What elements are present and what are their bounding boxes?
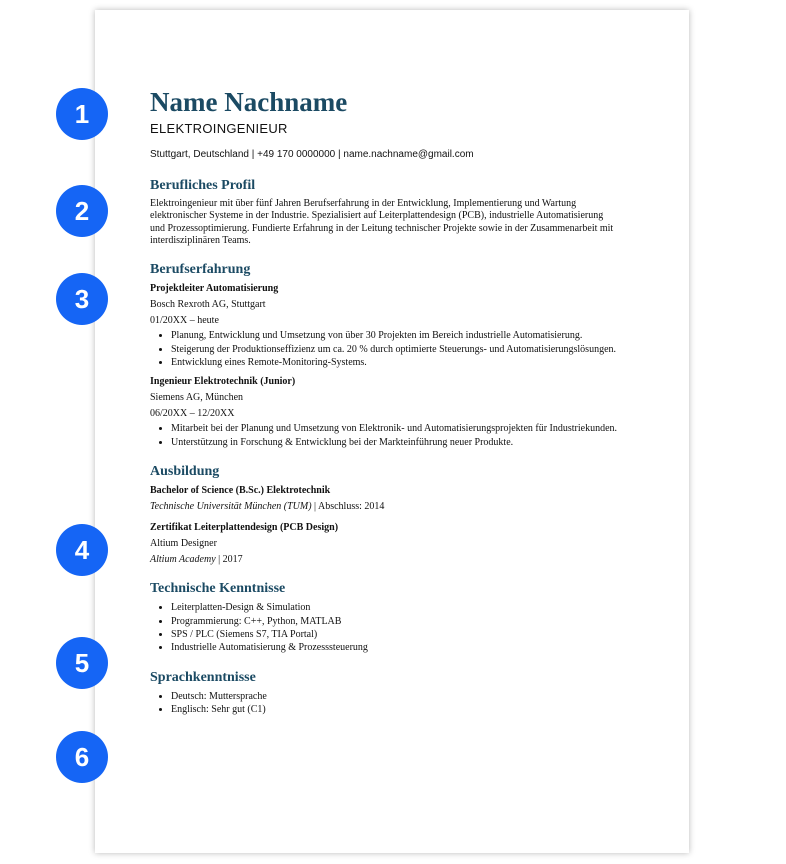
job-bullets [150,423,620,449]
job-title: Ingenieur Elektrotechnik (Junior) [150,376,296,388]
skill-item: • SPS / PLC (Siemens S7, TIA Portal) [171,629,620,641]
skills-section [150,580,620,655]
job-bullet: • Steigerung der Produktionseffizienz um ca. 20 % durch optimierte Steuerungs- und Automatisierungslösungen. [171,344,620,356]
languages-section [150,669,620,717]
marker-6: 6 [56,731,108,783]
degree-school: Technische Universität München (TUM) [150,501,312,513]
job-bullet: • Entwicklung eines Remote-Monitoring-Systems. [171,357,620,369]
certificate-title: Zertifikat Leiterplattendesign (PCB Design) [150,522,339,534]
job-entry [150,375,620,449]
degree-detail: | Abschluss: 2014 [311,501,385,513]
candidate-role: ELEKTROINGENIEUR [150,121,288,136]
degree-school-line [150,500,620,513]
education-title: Ausbildung [150,464,220,480]
profile-text: Elektroingenieur mit über fünf Jahren Berufserfahrung in der Entwicklung, Implementierung und Wartung elektronischer Systeme in der Industrie. Spezialisiert auf Leiterplattendesign (PCB), industrielle Automatisierung und Prozessoptimierung. Fundierte Erfahrung in der Leitung technischer Projekte sowie in der Zusammenarbeit mit interdisziplinären Teams. [150,198,614,246]
profile-title: Berufliches Profil [150,178,256,193]
job-company: Bosch Rexroth AG, Stuttgart [150,299,266,311]
language-item: • Deutsch: Muttersprache [171,691,620,703]
job-bullet: • Unterstützung in Forschung & Entwicklung bei der Markteinführung neuer Produkte. [171,437,620,449]
job-bullets [150,330,620,369]
certificate-line: Altium Designer [150,538,217,550]
skills-list [150,602,620,655]
job-title: Projektleiter Automatisierung [150,283,279,295]
skill-item: • Industrielle Automatisierung & Prozesssteuerung [171,642,620,654]
skill-item: • Programmierung: C++, Python, MATLAB [171,616,620,628]
job-bullet: • Mitarbeit bei der Planung und Umsetzung von Elektronik- und Automatisierungsprojekten für Industriekunden. [171,423,620,435]
certificate-school: Altium Academy [150,554,216,566]
languages-list [150,691,620,717]
marker-5: 5 [56,637,108,689]
languages-title: Sprachkenntnisse [150,669,256,685]
experience-section [150,261,620,449]
profile-section [150,177,620,247]
certificate-school-line [150,553,620,566]
marker-3: 3 [56,273,108,325]
certificate-detail: | 2017 [215,554,243,566]
job-entry [150,282,620,369]
skill-item: • Leiterplatten-Design & Simulation [171,602,620,614]
candidate-name: Name Nachname [150,87,348,117]
job-period: 01/20XX – heute [150,315,219,327]
language-item: • Englisch: Sehr gut (C1) [171,704,620,716]
contact-line: Stuttgart, Deutschland | +49 170 0000000 | name.nachname@gmail.com [150,149,474,160]
job-company: Siemens AG, München [150,392,244,404]
header-section [150,86,620,162]
marker-4: 4 [56,524,108,576]
job-period: 06/20XX – 12/20XX [150,408,235,420]
education-section [150,463,620,566]
marker-2: 2 [56,185,108,237]
marker-1: 1 [56,88,108,140]
experience-title: Berufserfahrung [150,262,251,278]
skills-title: Technische Kenntnisse [150,581,286,597]
resume-content [150,86,620,718]
degree-title: Bachelor of Science (B.Sc.) Elektrotechnik [150,485,331,497]
job-bullet: • Planung, Entwicklung und Umsetzung von über 30 Projekten im Bereich industrielle Automatisierung. [171,330,620,342]
